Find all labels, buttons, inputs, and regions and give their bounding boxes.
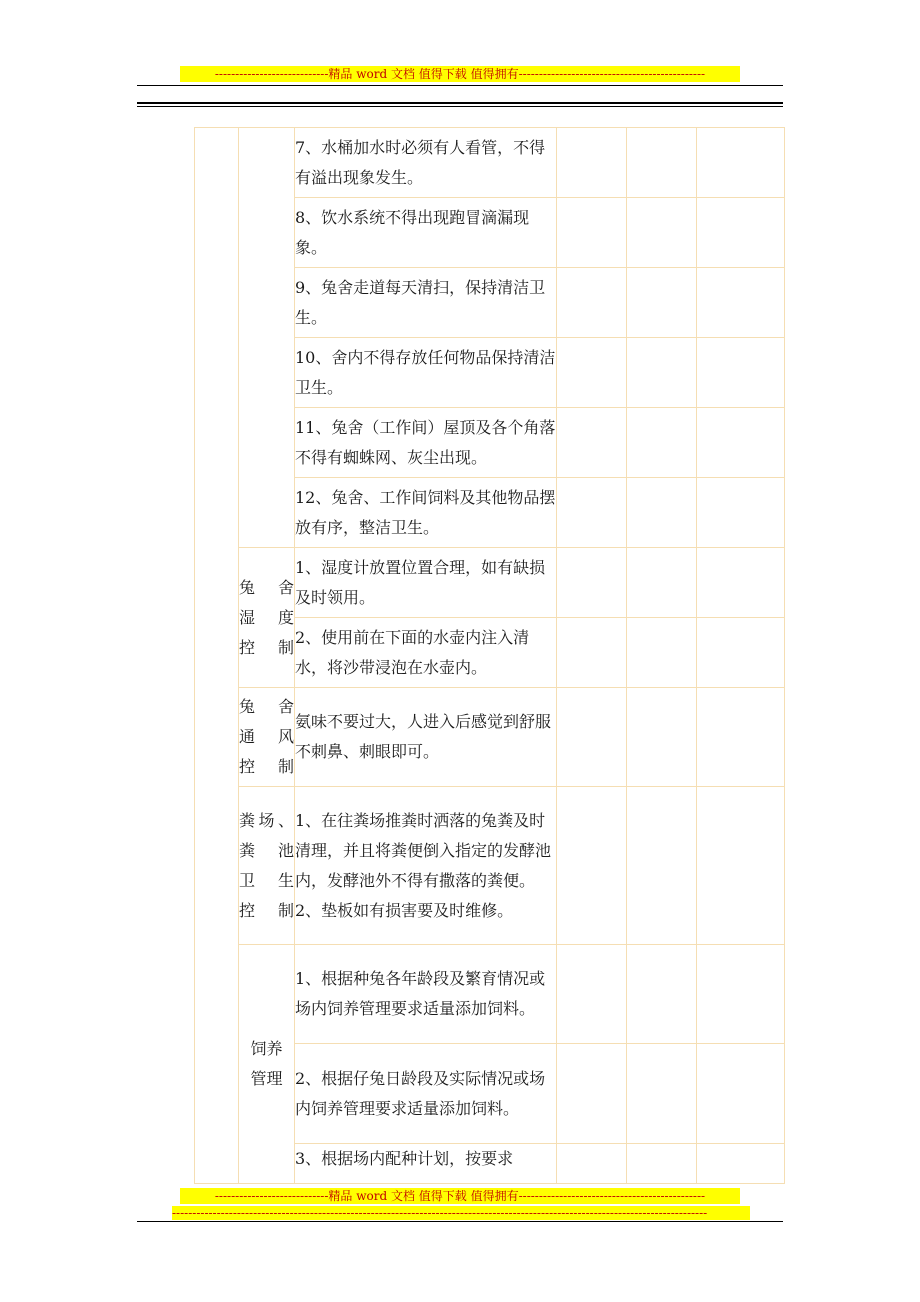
header-rule-thin bbox=[137, 106, 783, 107]
inspection-table bbox=[194, 127, 785, 1184]
remarks-cell bbox=[697, 945, 785, 1044]
criteria-cell: 7、水桶加水时必须有人看管，不得有溢出现象发生。 bbox=[295, 128, 557, 198]
criteria-cell bbox=[295, 787, 557, 945]
category-line: 控制 bbox=[239, 900, 294, 920]
remarks-cell bbox=[697, 787, 785, 945]
category-line: 管理 bbox=[250, 1069, 283, 1088]
criteria-cell: 1、湿度计放置位置合理，如有缺损及时领用。 bbox=[295, 548, 557, 618]
table-row bbox=[195, 787, 785, 945]
score-cell bbox=[627, 198, 697, 268]
score-cell bbox=[557, 268, 627, 338]
score-cell bbox=[627, 1144, 697, 1184]
score-cell bbox=[627, 408, 697, 478]
category-line: 粪场、 bbox=[239, 810, 294, 830]
table-row bbox=[195, 548, 785, 618]
category-line: 饲养 bbox=[250, 1039, 283, 1058]
criteria-cell: 1、根据种兔各年龄段及繁育情况或场内饲养管理要求适量添加饲料。 bbox=[295, 945, 557, 1044]
criteria-cell: 9、兔舍走道每天清扫，保持清洁卫生。 bbox=[295, 268, 557, 338]
score-cell bbox=[557, 787, 627, 945]
criteria-line: 1、在往粪场推粪时洒落的兔粪及时清理，并且将粪便倒入指定的发酵池内，发酵池外不得有撒落的粪便。 bbox=[295, 810, 552, 890]
header-rule bbox=[137, 85, 783, 86]
remarks-cell bbox=[697, 1044, 785, 1144]
score-cell bbox=[627, 548, 697, 618]
criteria-line: 2、垫板如有损害要及时维修。 bbox=[295, 900, 514, 920]
category-line: 控制 bbox=[239, 757, 294, 776]
category-line: 兔 舍 bbox=[239, 577, 294, 597]
score-cell bbox=[627, 618, 697, 688]
table-row bbox=[195, 945, 785, 1044]
score-cell bbox=[557, 128, 627, 198]
category-line: 粪 池 bbox=[239, 840, 294, 860]
score-cell bbox=[557, 198, 627, 268]
criteria-cell: 12、兔舍、工作间饲料及其他物品摆放有序，整洁卫生。 bbox=[295, 478, 557, 548]
score-cell bbox=[557, 1144, 627, 1184]
category-feed bbox=[239, 945, 295, 1184]
score-cell bbox=[557, 688, 627, 787]
remarks-cell bbox=[697, 478, 785, 548]
score-cell bbox=[627, 478, 697, 548]
score-cell bbox=[627, 945, 697, 1044]
remarks-cell bbox=[697, 408, 785, 478]
remarks-cell bbox=[697, 548, 785, 618]
score-cell bbox=[627, 787, 697, 945]
header-rule-thick bbox=[137, 102, 783, 104]
score-cell bbox=[557, 945, 627, 1044]
footer-banner: ----------------------------精品 word 文档 值得下载 值得拥有---------------------------------------------- bbox=[180, 1188, 740, 1204]
criteria-cell: 11、兔舍（工作间）屋顶及各个角落不得有蜘蛛网、灰尘出现。 bbox=[295, 408, 557, 478]
score-cell bbox=[557, 618, 627, 688]
score-cell bbox=[627, 688, 697, 787]
score-cell bbox=[557, 408, 627, 478]
criteria-cell: 10、舍内不得存放任何物品保持清洁卫生。 bbox=[295, 338, 557, 408]
remarks-cell bbox=[697, 268, 785, 338]
score-cell bbox=[627, 128, 697, 198]
table-row bbox=[195, 128, 785, 198]
remarks-cell bbox=[697, 618, 785, 688]
remarks-cell bbox=[697, 198, 785, 268]
score-cell bbox=[627, 268, 697, 338]
section-cell bbox=[195, 128, 239, 1184]
category-manure bbox=[239, 787, 295, 945]
remarks-cell bbox=[697, 1144, 785, 1184]
criteria-cell: 氨味不要过大，人进入后感觉到舒服不刺鼻、刺眼即可。 bbox=[295, 688, 557, 787]
category-cell bbox=[239, 128, 295, 548]
footer-banner-dashes: ------------------------------------------------------------------------------------------------------------------------------------ bbox=[172, 1206, 750, 1220]
table-row bbox=[195, 688, 785, 787]
score-cell bbox=[557, 338, 627, 408]
remarks-cell bbox=[697, 338, 785, 408]
category-line: 湿 度 bbox=[239, 607, 294, 627]
score-cell bbox=[557, 478, 627, 548]
category-line: 通 风 bbox=[239, 727, 294, 746]
category-humidity bbox=[239, 548, 295, 688]
category-line: 兔 舍 bbox=[239, 697, 294, 716]
criteria-cell: 3、根据场内配种计划，按要求 bbox=[295, 1144, 557, 1184]
remarks-cell bbox=[697, 688, 785, 787]
score-cell bbox=[557, 548, 627, 618]
category-ventilation bbox=[239, 688, 295, 787]
criteria-cell: 2、使用前在下面的水壶内注入清水，将沙带浸泡在水壶内。 bbox=[295, 618, 557, 688]
criteria-cell: 2、根据仔兔日龄段及实际情况或场内饲养管理要求适量添加饲料。 bbox=[295, 1044, 557, 1144]
category-line: 卫 生 bbox=[239, 870, 294, 890]
score-cell bbox=[557, 1044, 627, 1144]
score-cell bbox=[627, 1044, 697, 1144]
footer-rule bbox=[137, 1221, 783, 1222]
criteria-cell: 8、饮水系统不得出现跑冒滴漏现象。 bbox=[295, 198, 557, 268]
category-line: 控制 bbox=[239, 637, 294, 657]
remarks-cell bbox=[697, 128, 785, 198]
header-banner: ----------------------------精品 word 文档 值得下载 值得拥有---------------------------------------------- bbox=[180, 66, 740, 82]
score-cell bbox=[627, 338, 697, 408]
